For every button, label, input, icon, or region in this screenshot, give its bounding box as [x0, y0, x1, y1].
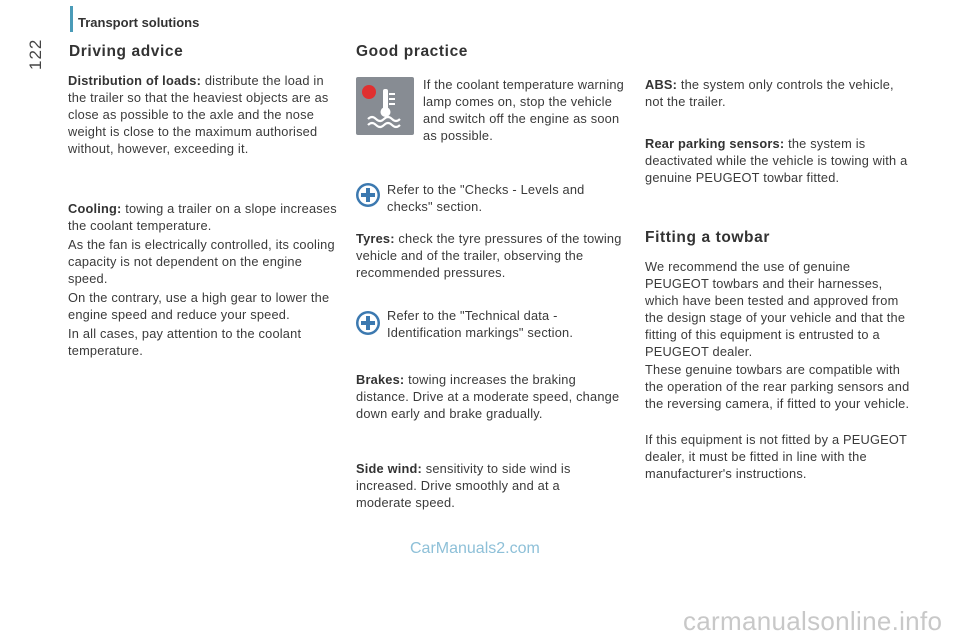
para-distribution	[68, 72, 340, 157]
label-brakes: Brakes:	[356, 372, 405, 387]
coolant-temperature-icon	[356, 77, 414, 135]
para-side-wind	[356, 460, 616, 511]
para-not-fitted: If this equipment is not fitted by a PEUGEOT dealer, it must be fitted in line with the manufacturer's instructions.	[645, 432, 907, 481]
text-tyres: check the tyre pressures of the towing vehicle and of the trailer, observing the recommended pressures.	[356, 231, 622, 280]
heading-fitting-towbar: Fitting a towbar	[645, 229, 770, 246]
text-abs: the system only controls the vehicle, not the trailer.	[645, 77, 894, 109]
para-brakes	[356, 371, 628, 422]
heading-driving-advice: Driving advice	[69, 43, 184, 60]
para-cooling	[68, 200, 340, 234]
para-compatible: These genuine towbars are compatible with the operation of the rear parking sensors and the reversing camera, if fitted to your vehicle.	[645, 362, 910, 411]
header-accent-bar	[70, 6, 73, 32]
page-number: 122	[26, 38, 45, 70]
label-abs: ABS:	[645, 77, 678, 92]
para-attention: In all cases, pay attention to the coolant temperature.	[68, 326, 302, 358]
para-abs	[645, 76, 915, 110]
text-brakes: towing increases the braking distance. Drive at a moderate speed, change down early and brake gradually.	[356, 372, 620, 421]
label-cooling: Cooling:	[68, 201, 122, 216]
heading-good-practice: Good practice	[356, 43, 469, 60]
label-rear-sensors: Rear parking sensors:	[645, 136, 785, 151]
text-rear-sensors: the system is deactivated while the vehicle is towing with a genuine PEUGEOT towbar fitted.	[645, 136, 908, 185]
section-title: Transport solutions	[78, 15, 200, 30]
label-tyres: Tyres:	[356, 231, 395, 246]
text-distribution: distribute the load in the trailer so that the heaviest objects are as close as possible to the axle and the nose weight is close to the maximum authorised without, however, exceeding it.	[68, 73, 329, 156]
watermark-carmanuals2: CarManuals2.com	[410, 540, 540, 557]
para-fan: As the fan is electrically controlled, its cooling capacity is not dependent on the engine speed.	[68, 237, 335, 286]
para-ref-technical: Refer to the "Technical data - Identification markings" section.	[387, 308, 574, 340]
para-ref-checks: Refer to the "Checks - Levels and checks" section.	[387, 182, 585, 214]
text-side-wind: sensitivity to side wind is increased. Drive smoothly and at a moderate speed.	[356, 461, 571, 510]
para-rear-sensors	[645, 135, 925, 186]
para-coolant-warning: If the coolant temperature warning lamp comes on, stop the vehicle and switch off the engine as soon as possible.	[423, 77, 624, 143]
label-side-wind: Side wind:	[356, 461, 422, 476]
para-recommend: We recommend the use of genuine PEUGEOT towbars and their harnesses, which have been tested and approved from the design stage of your vehicle and that the fitting of this equipment is entrusted to a PEUGEOT dealer.	[645, 259, 906, 359]
plus-info-icon	[355, 182, 381, 208]
text-cooling: towing a trailer on a slope increases the coolant temperature.	[68, 201, 337, 233]
label-distribution: Distribution of loads:	[68, 73, 202, 88]
para-tyres	[356, 230, 628, 281]
para-gear: On the contrary, use a high gear to lower the engine speed and reduce your speed.	[68, 290, 330, 322]
watermark-carmanualsonline: carmanualsonline.info	[683, 606, 943, 636]
plus-info-icon	[355, 310, 381, 336]
